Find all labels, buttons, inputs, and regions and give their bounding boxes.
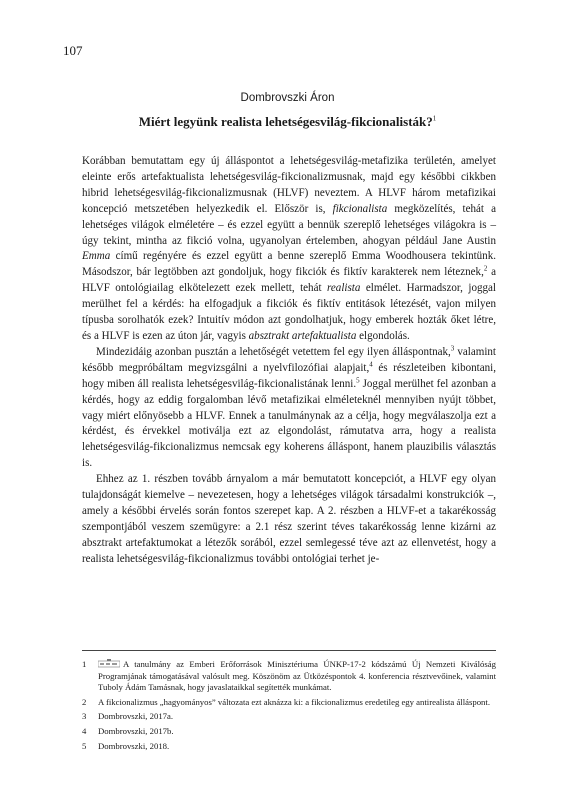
paragraph — [82, 472, 496, 567]
unkp-logo-icon — [98, 659, 120, 668]
emphasis-text: Emma — [82, 250, 111, 263]
article-body — [82, 154, 496, 568]
text-run: és részleteiben kibontani, hogy miben áll realista lehetségesvilág-fikcionalistának lenni. — [82, 361, 496, 390]
footnote — [82, 697, 496, 709]
footnote-number: 2 — [82, 696, 87, 707]
page-number: 107 — [63, 43, 83, 58]
footnote-number: 3 — [82, 711, 87, 722]
text-run: Ehhez az 1. részben tovább árnyalom a már bemutatott koncepciót, a HLVF egy olyan tulajdonságát kiemelve – nevezetesen, hogy a lehetséges világok társadalmi konstrukciók –, amely a későbbi érvelés során fontos szerepet kap. A 2. részben a HLVF-et a takarékosság szempontjából veszem szemügyre: a 2.1 rész szerint téves takarékosság lenne kizárni az absztrakt artefaktumokat a létezők sorából, ezzel semlegessé téve azt az ellenvetést, hogy a realista lehetségesvilág-fikcionalizmus további ontológiai terhet je- — [82, 473, 496, 565]
text-run: elgondolás. — [356, 329, 410, 342]
emphasis-text: realista — [327, 282, 361, 295]
footnote-text: Dombrovszki, 2017b. — [98, 725, 174, 736]
footnote-number: 1 — [82, 659, 87, 669]
footnote-marker: 3 — [450, 344, 455, 353]
footnote — [82, 741, 496, 753]
article-title — [0, 114, 575, 130]
text-run: a HLVF ontológiailag elkötelezett ezek mellett, tehát — [82, 266, 496, 295]
text-run: Joggal merülhet fel azonban a kérdés, hogy az eddig forgalomban lévő metafizikai elméleteknél mennyiben nyújt többet, vagy miért előnyösebb a HLVF. Ennek a tanulmánynak az a célja, hogy megválaszolja ezt a kérdést, és érvekkel motiválja ezt az elgondolást, rámutatva arra, hogy a realista lehetségesvilág-fikcionalizmus nemcsak egy koherens álláspont, hanem plauzibilis választás is. — [82, 377, 496, 470]
footnotes — [82, 650, 496, 755]
footnote — [82, 726, 496, 738]
footnote-marker: 4 — [369, 360, 373, 369]
footnote-number: 4 — [82, 725, 87, 736]
text-run: megközelítés, tehát a lehetséges világok elméletére – és ezzel együtt a bennük szereplő lehetséges világokra is – úgy tekint, mintha az fikció volna, ugyanolyan értelemben, ahogyan például Jane Austin — [82, 202, 496, 247]
paragraph — [82, 345, 496, 472]
footnote-text: Dombrovszki, 2018. — [98, 740, 170, 751]
footnote-text: Dombrovszki, 2017a. — [98, 711, 174, 722]
footnote-marker: 2 — [483, 264, 488, 273]
footnote — [82, 659, 496, 694]
footnote-text: A tanulmány az Emberi Erőforrások Minisztériuma ÚNKP-17-2 kódszámú Új Nemzeti Kiválóság Programjának támogatásával valósult meg. Köszönöm az Ütközéspontok 4. konferencia résztvevőinek, valamint Tuboly Ádám Tamásnak, hogy javaslataikkal segítették munkámat. — [98, 659, 496, 693]
footnote-marker: 5 — [356, 376, 360, 385]
text-run: elmélet. Harmadszor, joggal merülhet fel a kérdés: ha elfogadjuk a fikciók és fiktív entitások létezését, vajon milyen típusba sorolhatók ezek? Intuitív módon azt gondolhatjuk, hogy emberek hozták őket létre, és a HLVF is ezen az úton jár, vagyis — [82, 282, 496, 342]
emphasis-text: fikcionalista — [332, 202, 388, 215]
text-run: című regényére és ezzel együtt a benne szereplő Emma Woodhousera tekintünk. Másodszor, bár legtöbben azt gondoljuk, hogy fikciók és fiktív karakterek nem léteznek, — [82, 250, 496, 279]
footnote-text: A fikcionalizmus „hagyományos” változata ezt aknázza ki: a fikcionalizmus eredetileg egy antirealista álláspont. — [98, 696, 490, 707]
footnote — [82, 711, 496, 723]
text-run: Korábban bemutattam egy új álláspontot a lehetségesvilág-metafizika területén, amelyet eleinte erős artefaktualista lehetségesvilág-fikcionalizmusnak, majd egy későbbi cikkben hibrid lehetségesvilág-fikcionalizmusnak (HLVF) neveztem. A HLVF három metafizikai koncepció metszetében helyezkedik el. Először is, — [82, 155, 496, 215]
text-run: Mindezidáig azonban pusztán a lehetőségét vetettem fel egy ilyen álláspontnak, — [96, 345, 451, 358]
text-run: valamint később megpróbáltam megvizsgálni a nyelvfilozófiai alapjait, — [82, 345, 496, 374]
author-name: Dombrovszki Áron — [240, 92, 335, 104]
paragraph — [82, 154, 496, 345]
footnote-number: 5 — [82, 740, 87, 751]
title-text: Miért legyünk realista lehetségesvilág-fikcionalisták? — [138, 114, 433, 129]
title-footnote-marker: 1 — [432, 114, 437, 123]
emphasis-text: absztrakt artefaktualista — [248, 329, 357, 342]
